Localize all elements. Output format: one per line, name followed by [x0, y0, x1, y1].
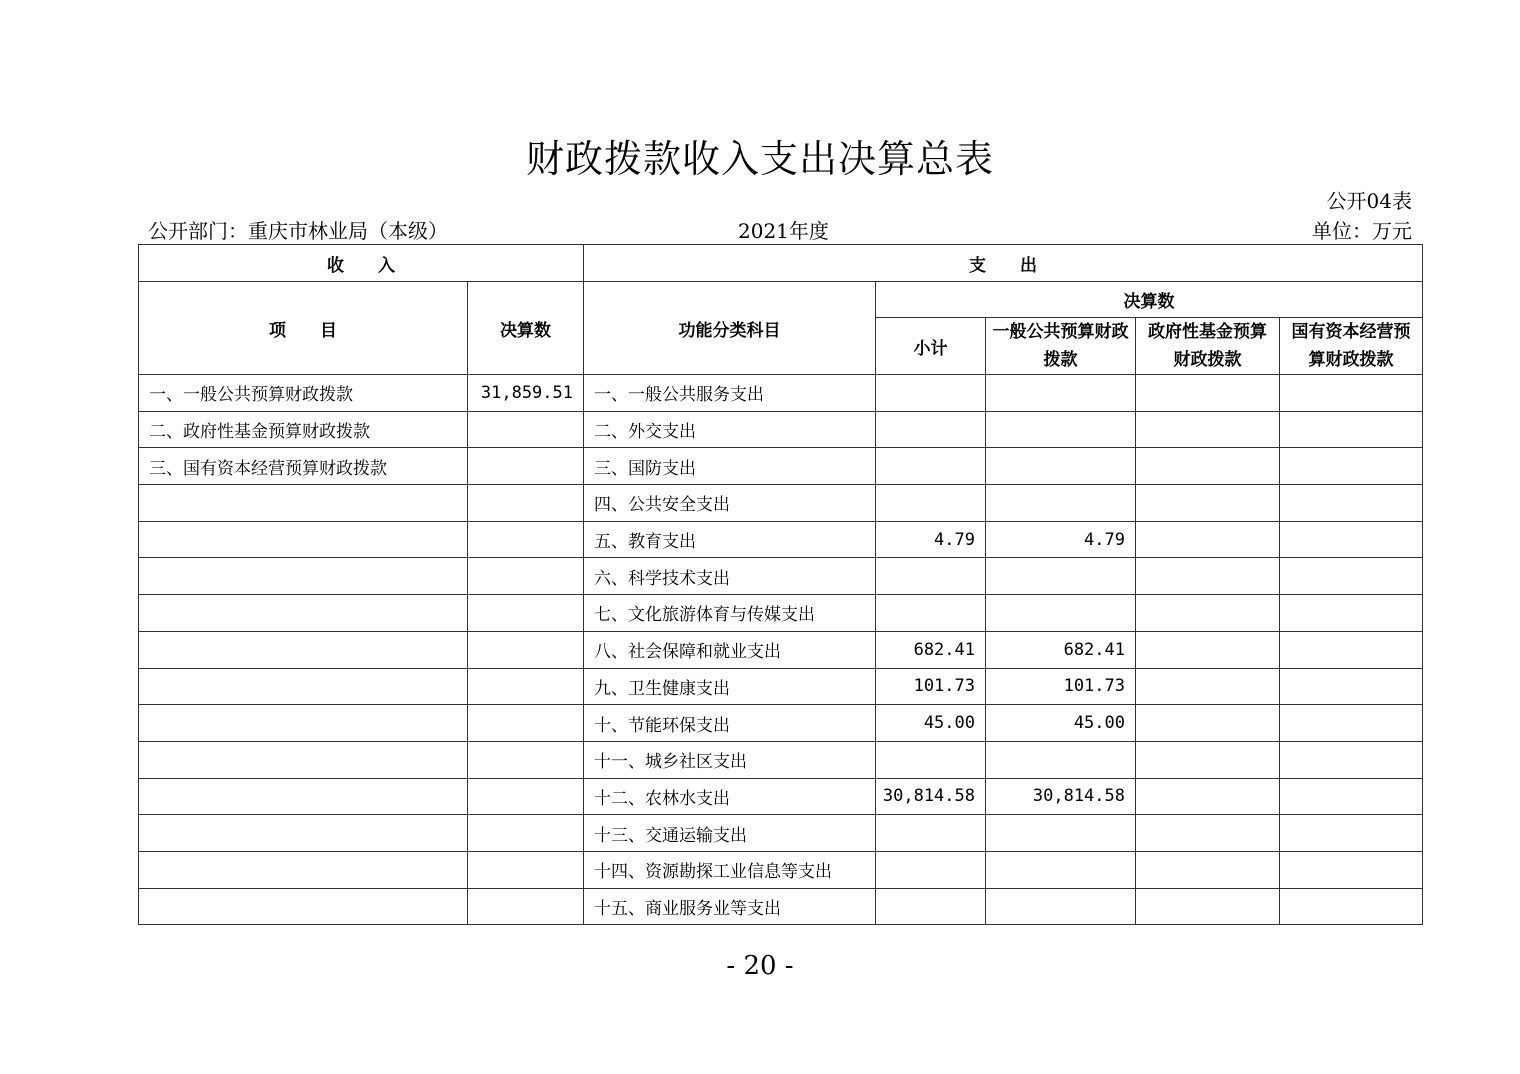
income-amount-cell: 31,859.51 — [468, 375, 584, 412]
general-budget-cell — [986, 595, 1136, 632]
state-capital-cell — [1280, 595, 1423, 632]
table-row — [139, 668, 1423, 705]
gov-fund-cell — [1136, 485, 1280, 522]
income-amount-cell — [468, 888, 584, 925]
state-capital-cell — [1280, 448, 1423, 485]
subtotal-cell: 30,814.58 — [876, 778, 986, 815]
income-item-cell — [139, 888, 468, 925]
income-amount-cell — [468, 485, 584, 522]
general-budget-cell: 45.00 — [986, 705, 1136, 742]
general-budget-cell: 4.79 — [986, 521, 1136, 558]
category-cell: 十五、商业服务业等支出 — [584, 888, 876, 925]
subtotal-cell: 682.41 — [876, 631, 986, 668]
item-header: 项 目 — [139, 282, 468, 375]
income-item-cell — [139, 631, 468, 668]
gov-fund-cell — [1136, 448, 1280, 485]
gov-fund-cell — [1136, 815, 1280, 852]
income-item-cell — [139, 741, 468, 778]
income-amount-cell — [468, 448, 584, 485]
subtotal-cell — [876, 815, 986, 852]
category-cell: 十二、农林水支出 — [584, 778, 876, 815]
gov-fund-cell — [1136, 558, 1280, 595]
income-amount-cell — [468, 411, 584, 448]
state-capital-cell — [1280, 668, 1423, 705]
general-budget-cell: 101.73 — [986, 668, 1136, 705]
gov-fund-cell — [1136, 631, 1280, 668]
state-capital-cell — [1280, 631, 1423, 668]
page-number: - 20 - — [726, 951, 794, 981]
income-amount-cell — [468, 558, 584, 595]
category-cell: 十三、交通运输支出 — [584, 815, 876, 852]
category-cell: 十一、城乡社区支出 — [584, 741, 876, 778]
subtotal-cell — [876, 595, 986, 632]
function-category-header: 功能分类科目 — [584, 282, 876, 375]
table-row — [139, 631, 1423, 668]
subtotal-cell: 45.00 — [876, 705, 986, 742]
table-row — [139, 595, 1423, 632]
subtotal-header: 小计 — [876, 318, 986, 375]
income-item-cell — [139, 485, 468, 522]
department-label: 公开部门：重庆市林业局（本级） — [148, 219, 448, 243]
table-code: 公开04表 — [1326, 189, 1412, 213]
gov-fund-cell — [1136, 851, 1280, 888]
income-item-cell — [139, 558, 468, 595]
subtotal-cell — [876, 411, 986, 448]
category-cell: 三、国防支出 — [584, 448, 876, 485]
state-capital-cell — [1280, 558, 1423, 595]
income-amount-cell — [468, 851, 584, 888]
table-row — [139, 851, 1423, 888]
table-row — [139, 485, 1423, 522]
income-amount-cell — [468, 521, 584, 558]
table-row — [139, 741, 1423, 778]
income-item-cell: 二、政府性基金预算财政拨款 — [139, 411, 468, 448]
table-row — [139, 448, 1423, 485]
subtotal-cell — [876, 851, 986, 888]
state-capital-cell — [1280, 485, 1423, 522]
category-cell: 八、社会保障和就业支出 — [584, 631, 876, 668]
state-capital-cell — [1280, 705, 1423, 742]
gov-fund-cell — [1136, 778, 1280, 815]
category-cell: 五、教育支出 — [584, 521, 876, 558]
subtotal-cell — [876, 448, 986, 485]
final-amount-header: 决算数 — [468, 282, 584, 375]
gov-fund-cell — [1136, 411, 1280, 448]
gov-fund-cell — [1136, 705, 1280, 742]
income-item-cell: 三、国有资本经营预算财政拨款 — [139, 448, 468, 485]
category-cell: 十四、资源勘探工业信息等支出 — [584, 851, 876, 888]
general-budget-cell — [986, 448, 1136, 485]
table-row — [139, 815, 1423, 852]
income-item-cell — [139, 815, 468, 852]
subtotal-cell: 101.73 — [876, 668, 986, 705]
state-capital-cell — [1280, 411, 1423, 448]
category-cell: 九、卫生健康支出 — [584, 668, 876, 705]
income-amount-cell — [468, 815, 584, 852]
year-label: 2021年度 — [738, 219, 829, 243]
income-item-cell — [139, 705, 468, 742]
state-capital-cell — [1280, 778, 1423, 815]
subtotal-cell — [876, 485, 986, 522]
income-item-cell — [139, 521, 468, 558]
category-cell: 二、外交支出 — [584, 411, 876, 448]
table-row — [139, 778, 1423, 815]
table-row — [139, 705, 1423, 742]
state-capital-cell — [1280, 375, 1423, 412]
table-row — [139, 521, 1423, 558]
subtotal-cell — [876, 558, 986, 595]
general-budget-cell — [986, 741, 1136, 778]
state-capital-cell — [1280, 741, 1423, 778]
category-cell: 一、一般公共服务支出 — [584, 375, 876, 412]
income-header: 收 入 — [139, 245, 584, 282]
general-budget-cell — [986, 411, 1136, 448]
income-item-cell — [139, 851, 468, 888]
income-amount-cell — [468, 595, 584, 632]
category-cell: 七、文化旅游体育与传媒支出 — [584, 595, 876, 632]
gov-fund-cell — [1136, 521, 1280, 558]
general-budget-cell: 682.41 — [986, 631, 1136, 668]
income-item-cell: 一、一般公共预算财政拨款 — [139, 375, 468, 412]
income-amount-cell — [468, 741, 584, 778]
income-amount-cell — [468, 778, 584, 815]
gov-fund-header: 政府性基金预算财政拨款 — [1136, 318, 1280, 375]
general-budget-cell — [986, 888, 1136, 925]
state-capital-cell — [1280, 815, 1423, 852]
gov-fund-cell — [1136, 375, 1280, 412]
subtotal-cell — [876, 741, 986, 778]
budget-table — [138, 244, 1423, 925]
income-amount-cell — [468, 668, 584, 705]
gov-fund-cell — [1136, 741, 1280, 778]
gov-fund-cell — [1136, 888, 1280, 925]
state-capital-cell — [1280, 521, 1423, 558]
table-row — [139, 558, 1423, 595]
category-cell: 六、科学技术支出 — [584, 558, 876, 595]
table-row — [139, 375, 1423, 412]
category-cell: 十、节能环保支出 — [584, 705, 876, 742]
income-item-cell — [139, 595, 468, 632]
table-row — [139, 888, 1423, 925]
state-capital-cell — [1280, 888, 1423, 925]
general-budget-cell — [986, 558, 1136, 595]
expense-header: 支 出 — [584, 245, 1423, 282]
subtotal-cell: 4.79 — [876, 521, 986, 558]
general-budget-cell — [986, 851, 1136, 888]
general-budget-cell — [986, 375, 1136, 412]
gov-fund-cell — [1136, 595, 1280, 632]
gov-fund-cell — [1136, 668, 1280, 705]
final-amount-group-header: 决算数 — [876, 282, 1423, 318]
income-amount-cell — [468, 705, 584, 742]
state-capital-cell — [1280, 851, 1423, 888]
income-item-cell — [139, 668, 468, 705]
general-budget-cell — [986, 485, 1136, 522]
general-budget-cell: 30,814.58 — [986, 778, 1136, 815]
income-item-cell — [139, 778, 468, 815]
subtotal-cell — [876, 888, 986, 925]
state-capital-header: 国有资本经营预算财政拨款 — [1280, 318, 1423, 375]
income-amount-cell — [468, 631, 584, 668]
general-budget-cell — [986, 815, 1136, 852]
page-title: 财政拨款收入支出决算总表 — [525, 137, 994, 181]
category-cell: 四、公共安全支出 — [584, 485, 876, 522]
subtotal-cell — [876, 375, 986, 412]
unit-label: 单位：万元 — [1312, 219, 1412, 243]
general-budget-header: 一般公共预算财政拨款 — [986, 318, 1136, 375]
table-row — [139, 411, 1423, 448]
